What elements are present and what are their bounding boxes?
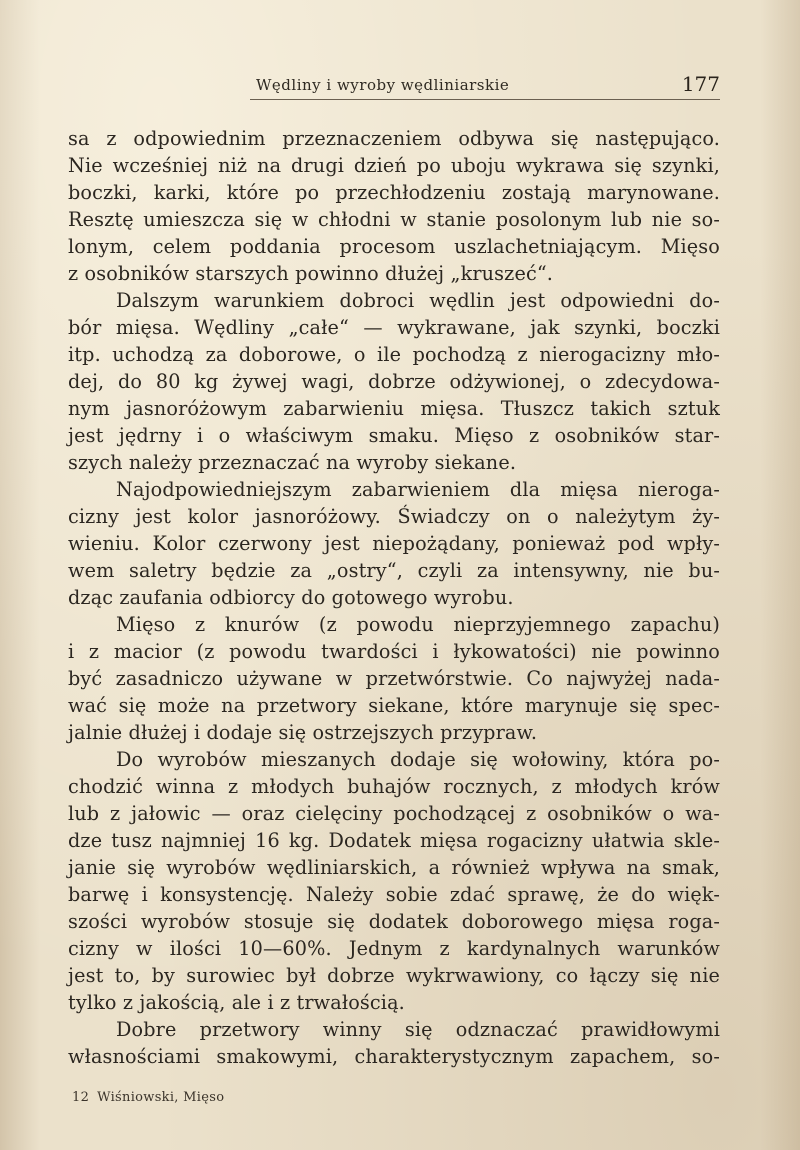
footer-source: Wiśniowski, Mięso	[97, 1090, 225, 1105]
text-line: i z macior (z powodu twardości i łykowatości) nie powinno	[68, 640, 720, 663]
text-line: dze tusz najmniej 16 kg. Dodatek mięsa rogacizny ułatwia skle-	[68, 829, 720, 852]
text-line: lonym, celem poddania procesom uszlachetniającym. Mięso	[68, 235, 720, 258]
header-rule	[250, 99, 720, 100]
page-number: 177	[681, 72, 720, 96]
text-line: wać się może na przetwory siekane, które marynuje się spec-	[68, 694, 720, 717]
text-line: jalnie dłużej i dodaje się ostrzejszych przypraw.	[68, 721, 538, 744]
text-line: z osobników starszych powinno dłużej „kruszeć“.	[68, 262, 554, 285]
body-text	[68, 125, 720, 1070]
text-line: własnościami smakowymi, charakterystycznym zapachem, so-	[68, 1045, 720, 1068]
text-line: barwę i konsystencję. Należy sobie zdać sprawę, że do więk-	[68, 883, 720, 906]
text-line: jest jędrny i o właściwym smaku. Mięso z osobników star-	[68, 424, 720, 447]
text-line: Resztę umieszcza się w chłodni w stanie posolonym lub nie so-	[68, 208, 720, 231]
paragraph-first-line: Mięso z knurów (z powodu nieprzyjemnego zapachu)	[116, 613, 720, 636]
text-line: tylko z jakością, ale i z trwałością.	[68, 991, 405, 1014]
text-line: wem saletry będzie za „ostry“, czyli za intensywny, nie bu-	[68, 559, 720, 582]
page-header	[250, 74, 720, 104]
text-line: wieniu. Kolor czerwony jest niepożądany, ponieważ pod wpły-	[68, 532, 720, 555]
paragraph-first-line: Dobre przetwory winny się odznaczać prawidłowymi	[116, 1018, 720, 1041]
text-line: bór mięsa. Wędliny „całe“ — wykrawane, jak szynki, boczki	[68, 316, 720, 339]
text-line: dząc zaufania odbiorcy do gotowego wyrobu.	[68, 586, 514, 609]
paragraph-first-line: Najodpowiedniejszym zabarwieniem dla mięsa nieroga-	[116, 478, 720, 501]
paragraph-first-line: Dalszym warunkiem dobroci wędlin jest odpowiedni do-	[116, 289, 720, 312]
text-line: jest to, by surowiec był dobrze wykrwawiony, co łączy się nie	[68, 964, 720, 987]
text-line: szości wyrobów stosuje się dodatek doborowego mięsa roga-	[68, 910, 720, 933]
text-line: Nie wcześniej niż na drugi dzień po uboju wykrawa się szynki,	[68, 154, 720, 177]
text-line: lub z jałowic — oraz cielęciny pochodzącej z osobników o wa-	[68, 802, 720, 825]
running-head: Wędliny i wyroby wędliniarskie	[256, 76, 510, 94]
text-line: dej, do 80 kg żywej wagi, dobrze odżywionej, o zdecydowa-	[68, 370, 720, 393]
text-line: janie się wyrobów wędliniarskich, a również wpływa na smak,	[68, 856, 720, 879]
text-line: być zasadniczo używane w przetwórstwie. Co najwyżej nada-	[68, 667, 720, 690]
page-footer	[72, 1090, 224, 1105]
text-line: sa z odpowiednim przeznaczeniem odbywa się następująco.	[68, 127, 720, 150]
text-line: cizny w ilości 10—60%. Jednym z kardynalnych warunków	[68, 937, 720, 960]
text-line: nym jasnoróżowym zabarwieniu mięsa. Tłuszcz takich sztuk	[68, 397, 720, 420]
text-line: chodzić winna z młodych buhajów rocznych, z młodych krów	[68, 775, 720, 798]
text-line: szych należy przeznaczać na wyroby siekane.	[68, 451, 517, 474]
text-line: itp. uchodzą za doborowe, o ile pochodzą z nierogacizny mło-	[68, 343, 720, 366]
text-line: cizny jest kolor jasnoróżowy. Świadczy on o należytym ży-	[68, 505, 720, 528]
printer-signature: 12	[72, 1090, 90, 1105]
paragraph-first-line: Do wyrobów mieszanych dodaje się wołowiny, która po-	[116, 748, 720, 771]
text-line: boczki, karki, które po przechłodzeniu zostają marynowane.	[68, 181, 720, 204]
